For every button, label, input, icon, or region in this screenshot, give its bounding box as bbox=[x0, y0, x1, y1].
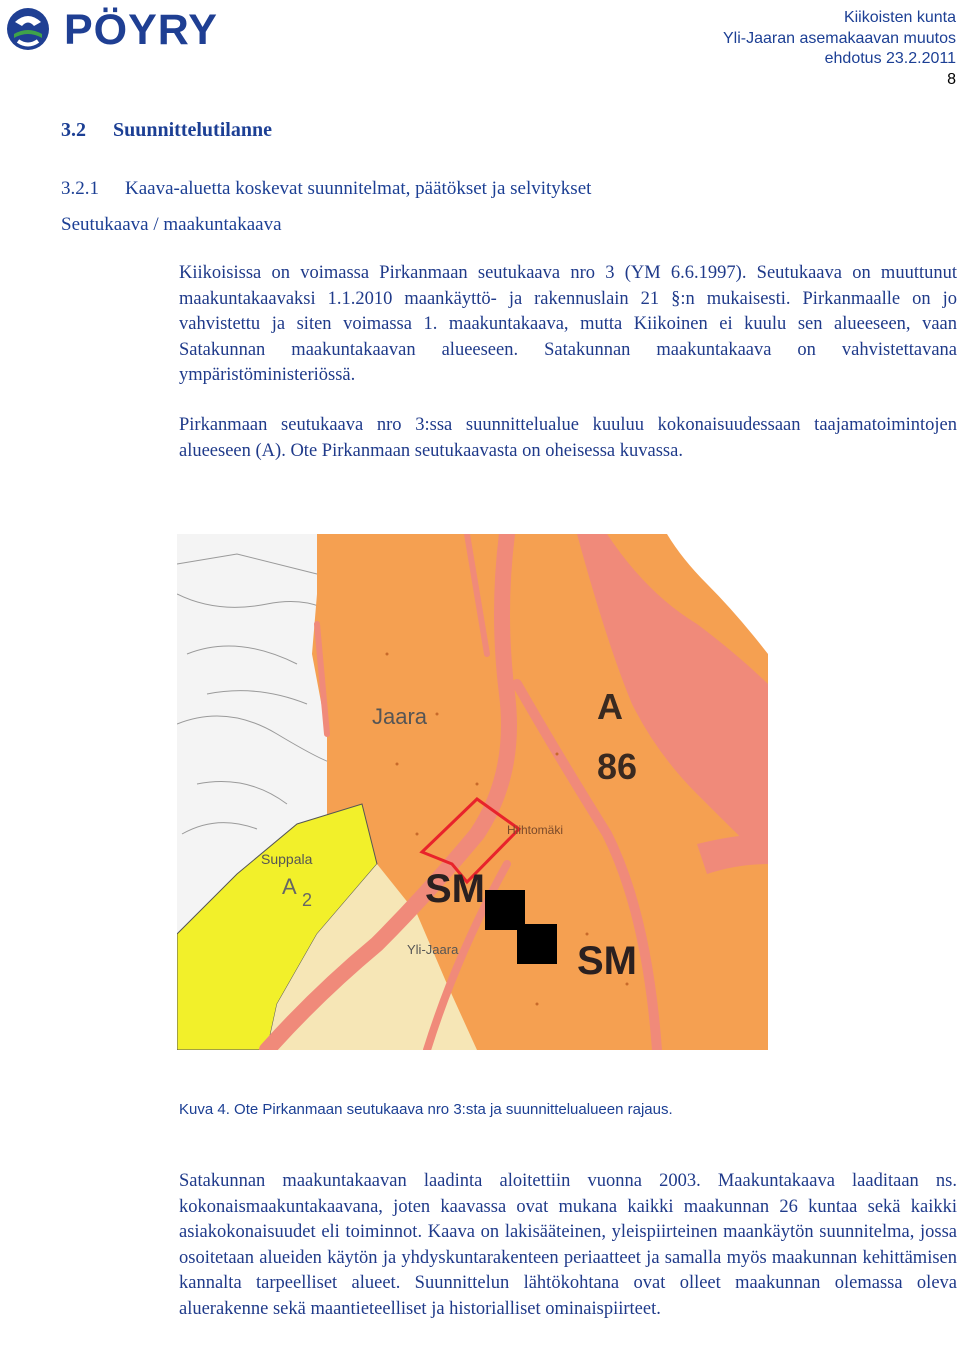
section-number: 3.2 bbox=[61, 119, 86, 141]
map-svg bbox=[177, 534, 768, 1050]
map-label-area-code: A bbox=[597, 686, 623, 727]
regional-plan-map bbox=[177, 534, 768, 1050]
map-label-ag-code: A bbox=[282, 874, 297, 899]
map-label-village-bottom: Yli-Jaara bbox=[407, 942, 459, 957]
subsection-heading bbox=[61, 178, 591, 200]
paragraph-satakunta: Satakunnan maakuntakaavan laadinta aloitettiin vuonna 2003. Maakuntakaava laaditaan ns. kokonaismaakuntakaavana, joten kaavassa ovat mukana kaikki maakunnan 26 kuntaa sekä kaikki asiakokonaisuudet eli toiminnot. Kaava on lakisääteinen, yleispiirteinen maankäytön suunnitelma, jossa osoitetaan alueiden käytön ja yhdyskuntarakenteen periaatteet ja samalla myös maakunnan kehittämisen kannalta tarpeelliset alueet. Suunnittelun lähtökohtana ovat olleet maakunnan olemassa oleva aluerakenne sekä maantieteelliset ja historialliset ominaispiirteet. bbox=[179, 1171, 957, 1319]
page-number: 8 bbox=[947, 70, 956, 88]
header-project: Yli-Jaaran asemakaavan muutos bbox=[722, 29, 956, 47]
section-title: Suunnittelutilanne bbox=[113, 119, 272, 141]
map-label-area-number: 86 bbox=[597, 746, 638, 787]
header-org: Kiikoisten kunta bbox=[843, 9, 956, 26]
figure-caption: Kuva 4. Ote Pirkanmaan seutukaava nro 3:sta ja suunnittelualueen rajaus. bbox=[179, 1101, 673, 1118]
subsection-number: 3.2.1 bbox=[61, 178, 99, 199]
poyry-logo bbox=[4, 4, 244, 54]
section-heading bbox=[61, 119, 272, 142]
map-label-minor: Hiihtomäki bbox=[507, 823, 564, 837]
paragraph-seutukaava: Kiikoisissa on voimassa Pirkanmaan seutukaava nro 3 (YM 6.6.1997). Seutukaava on muuttunut maakuntakaavaksi 1.1.2010 maankäyttö- ja rakennuslain 21 §:n mukaisesti. Pirkanmaalle on jo vahvistettu ja siten voimassa 1. maakuntakaava, mutta Kiikoinen ei kuulu sen alueeseen, vaan Satakunnan maakuntakaavan alueeseen. Satakunnan maakuntakaava on vahvistettavana ympäristöministeriössä. bbox=[179, 263, 957, 385]
logo-text: PÖYRY bbox=[64, 6, 218, 54]
paragraph-suunnittelualue: Pirkanmaan seutukaava nro 3:ssa suunnittelualue kuuluu kokonaisuudessaan taajamatoimintojen alueeseen (A). Ote Pirkanmaan seutukaavasta on oheisessa kuvassa. bbox=[179, 415, 957, 461]
subsection-title: Kaava-aluetta koskevat suunnitelmat, päätökset ja selvitykset bbox=[125, 178, 592, 199]
document-header bbox=[556, 8, 956, 90]
poyry-logo-mark bbox=[4, 4, 54, 54]
map-label-village-top: Jaara bbox=[372, 704, 428, 729]
map-label-ag-number: 2 bbox=[302, 890, 313, 910]
map-label-sm-left: SM bbox=[425, 867, 485, 911]
sm-marker-2 bbox=[517, 924, 557, 964]
subheading: Seutukaava / maakuntakaava bbox=[61, 214, 282, 235]
map-label-sm-right: SM bbox=[577, 939, 637, 983]
header-status: ehdotus 23.2.2011 bbox=[824, 50, 956, 67]
map-label-place-left: Suppala bbox=[261, 851, 313, 867]
